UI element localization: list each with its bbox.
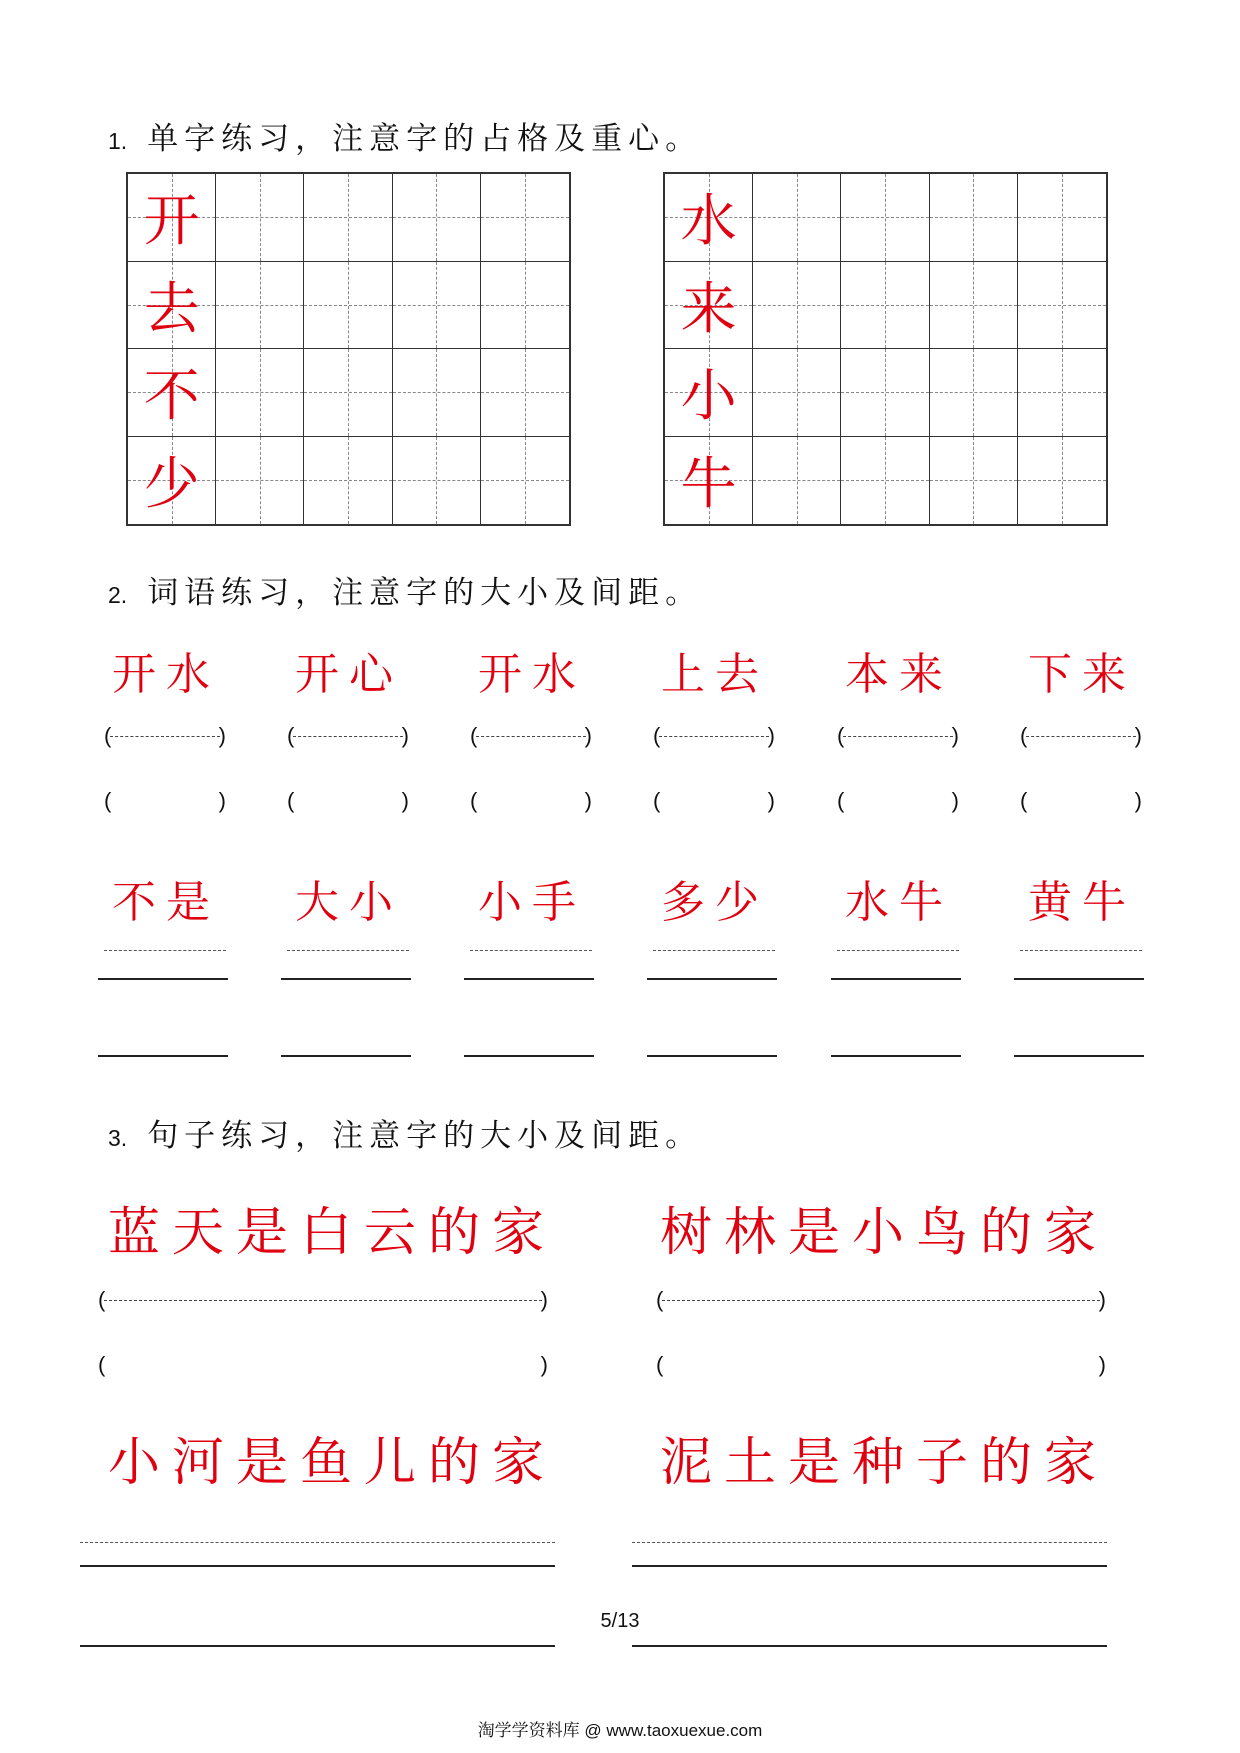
word-row1-answer-bracket[interactable]: ( ) xyxy=(104,788,226,813)
practice-cell[interactable] xyxy=(753,349,841,437)
practice-cell[interactable] xyxy=(930,262,1018,350)
sentence-3: 小河是鱼儿的家 xyxy=(108,1433,557,1493)
word-row1-dashed-bracket: ( ) xyxy=(1020,723,1142,748)
model-character: 水 xyxy=(680,189,737,255)
word-row2-3: 小手 xyxy=(478,877,586,928)
practice-cell[interactable] xyxy=(393,262,481,350)
word-row1-1: 开水 xyxy=(112,649,220,700)
model-character: 去 xyxy=(143,276,200,342)
practice-cell[interactable] xyxy=(393,349,481,437)
word-row1-answer-bracket[interactable]: ( ) xyxy=(837,788,959,813)
model-character-cell xyxy=(128,437,216,525)
sentence-3-dashed-guide xyxy=(80,1542,555,1543)
model-character: 牛 xyxy=(680,452,737,518)
model-character: 少 xyxy=(143,452,200,518)
sentence-2: 树林是小鸟的家 xyxy=(660,1203,1109,1263)
page-number: 5/13 xyxy=(600,1610,640,1632)
practice-cell[interactable] xyxy=(393,174,481,262)
practice-cell[interactable] xyxy=(216,437,304,525)
sentence-1-answer-bracket[interactable]: ( ) xyxy=(98,1352,548,1377)
word-row2-2: 大小 xyxy=(295,877,403,928)
word-row2-dashed-guide xyxy=(470,950,592,951)
practice-cell[interactable] xyxy=(216,174,304,262)
word-row2-dashed-guide xyxy=(837,950,959,951)
practice-cell[interactable] xyxy=(304,437,392,525)
sentence-1-dashed-bracket: ( ) xyxy=(98,1287,548,1312)
word-row2-6: 黄牛 xyxy=(1028,877,1136,928)
sentence-3-writing-line-2[interactable] xyxy=(80,1645,555,1647)
sentence-4-writing-line-1[interactable] xyxy=(632,1565,1107,1567)
word-row2-dashed-guide xyxy=(104,950,226,951)
word-row2-dashed-guide xyxy=(653,950,775,951)
word-row2-writing-line-2[interactable] xyxy=(647,1055,777,1057)
practice-cell[interactable] xyxy=(753,437,841,525)
model-character-cell xyxy=(128,174,216,262)
sentence-4-writing-line-2[interactable] xyxy=(632,1645,1107,1647)
word-row2-writing-line-2[interactable] xyxy=(464,1055,594,1057)
word-row1-3: 开水 xyxy=(478,649,586,700)
word-row2-4: 多少 xyxy=(661,877,769,928)
section-3-number: 3. xyxy=(108,1125,128,1151)
word-row1-6: 下来 xyxy=(1028,649,1136,700)
word-row2-writing-line-2[interactable] xyxy=(281,1055,411,1057)
model-character-cell xyxy=(128,349,216,437)
model-character-cell xyxy=(665,262,753,350)
model-character: 小 xyxy=(680,364,737,430)
practice-cell[interactable] xyxy=(1018,174,1106,262)
practice-cell[interactable] xyxy=(304,262,392,350)
practice-cell[interactable] xyxy=(481,174,569,262)
practice-cell[interactable] xyxy=(930,174,1018,262)
sentence-4-dashed-guide xyxy=(632,1542,1107,1543)
word-row1-answer-bracket[interactable]: ( ) xyxy=(287,788,409,813)
section-3-title: 句子练习，注意字的大小及间距。 xyxy=(147,1118,703,1154)
word-row1-answer-bracket[interactable]: ( ) xyxy=(653,788,775,813)
model-character: 不 xyxy=(143,364,200,430)
word-row1-dashed-bracket: ( ) xyxy=(837,723,959,748)
practice-cell[interactable] xyxy=(1018,349,1106,437)
practice-cell[interactable] xyxy=(393,437,481,525)
sentence-3-writing-line-1[interactable] xyxy=(80,1565,555,1567)
word-row2-dashed-guide xyxy=(287,950,409,951)
sentence-2-answer-bracket[interactable]: ( ) xyxy=(656,1352,1106,1377)
word-row2-writing-line-2[interactable] xyxy=(1014,1055,1144,1057)
model-character-cell xyxy=(665,174,753,262)
right-character-grid xyxy=(663,172,1108,526)
practice-cell[interactable] xyxy=(753,174,841,262)
practice-cell[interactable] xyxy=(216,262,304,350)
section-2-title: 词语练习，注意字的大小及间距。 xyxy=(147,575,703,611)
word-row1-dashed-bracket: ( ) xyxy=(470,723,592,748)
section-1-title: 单字练习，注意字的占格及重心。 xyxy=(147,121,703,157)
section-1-heading xyxy=(108,113,702,158)
word-row2-writing-line-1[interactable] xyxy=(281,978,411,980)
model-character-cell xyxy=(665,349,753,437)
practice-cell[interactable] xyxy=(304,174,392,262)
model-character-cell xyxy=(128,262,216,350)
word-row2-writing-line-1[interactable] xyxy=(1014,978,1144,980)
practice-cell[interactable] xyxy=(841,437,929,525)
practice-cell[interactable] xyxy=(304,349,392,437)
practice-cell[interactable] xyxy=(216,349,304,437)
section-3-heading xyxy=(108,1110,702,1155)
practice-cell[interactable] xyxy=(1018,437,1106,525)
practice-cell[interactable] xyxy=(841,174,929,262)
word-row1-2: 开心 xyxy=(295,649,403,700)
word-row1-dashed-bracket: ( ) xyxy=(287,723,409,748)
word-row1-answer-bracket[interactable]: ( ) xyxy=(1020,788,1142,813)
section-2-heading xyxy=(108,567,702,612)
practice-cell[interactable] xyxy=(1018,262,1106,350)
word-row2-writing-line-1[interactable] xyxy=(464,978,594,980)
word-row2-writing-line-1[interactable] xyxy=(831,978,961,980)
footer-watermark: 淘学学资料库 @ www.taoxuexue.com xyxy=(477,1721,763,1740)
sentence-1: 蓝天是白云的家 xyxy=(108,1203,557,1263)
practice-cell[interactable] xyxy=(841,349,929,437)
practice-cell[interactable] xyxy=(841,262,929,350)
section-1-number: 1. xyxy=(108,128,128,154)
practice-cell[interactable] xyxy=(481,349,569,437)
word-row1-5: 本来 xyxy=(845,649,953,700)
word-row2-dashed-guide xyxy=(1020,950,1142,951)
sentence-4: 泥土是种子的家 xyxy=(660,1433,1109,1493)
word-row2-writing-line-2[interactable] xyxy=(98,1055,228,1057)
word-row1-dashed-bracket: ( ) xyxy=(104,723,226,748)
practice-cell[interactable] xyxy=(753,262,841,350)
word-row2-writing-line-2[interactable] xyxy=(831,1055,961,1057)
word-row1-answer-bracket[interactable]: ( ) xyxy=(470,788,592,813)
word-row1-4: 上去 xyxy=(661,649,769,700)
model-character-cell xyxy=(665,437,753,525)
model-character: 来 xyxy=(680,276,737,342)
left-character-grid xyxy=(126,172,571,526)
word-row2-1: 不是 xyxy=(112,877,220,928)
practice-cell[interactable] xyxy=(930,349,1018,437)
practice-cell[interactable] xyxy=(930,437,1018,525)
word-row2-writing-line-1[interactable] xyxy=(98,978,228,980)
section-2-number: 2. xyxy=(108,582,128,608)
model-character: 开 xyxy=(143,189,200,255)
practice-cell[interactable] xyxy=(481,262,569,350)
word-row2-5: 水牛 xyxy=(845,877,953,928)
word-row1-dashed-bracket: ( ) xyxy=(653,723,775,748)
word-row2-writing-line-1[interactable] xyxy=(647,978,777,980)
sentence-2-dashed-bracket: ( ) xyxy=(656,1287,1106,1312)
practice-cell[interactable] xyxy=(481,437,569,525)
